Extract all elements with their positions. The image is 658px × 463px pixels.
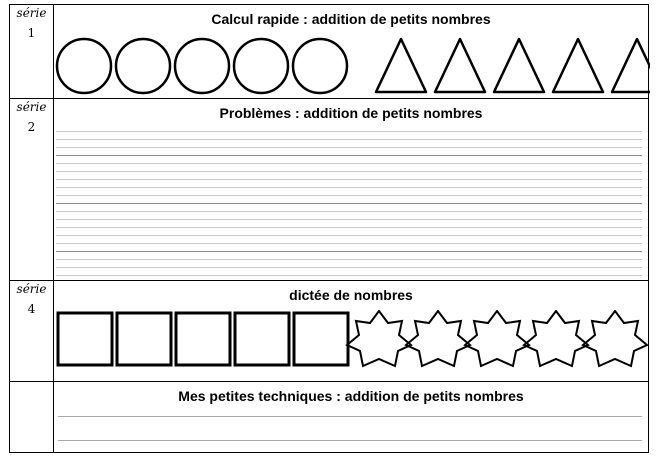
answer-triangle[interactable] [435, 39, 485, 92]
row-serie-2 [10, 99, 649, 281]
writing-line[interactable] [58, 416, 642, 417]
writing-line [56, 267, 642, 268]
writing-line [56, 187, 642, 188]
answer-square[interactable] [235, 313, 289, 365]
writing-line [56, 219, 642, 220]
writing-line [56, 211, 642, 212]
row-title: Problèmes : addition de petits nombres [219, 105, 483, 121]
answer-square[interactable] [58, 313, 112, 365]
answer-circle[interactable] [175, 39, 229, 93]
writing-line [56, 171, 642, 172]
row-title: Calcul rapide : addition de petits nombres [211, 11, 491, 27]
writing-line [56, 163, 642, 164]
serie-number: 4 [27, 302, 36, 316]
row-label [10, 281, 54, 382]
row-content [54, 5, 649, 99]
writing-line [56, 195, 642, 196]
answer-star[interactable] [465, 311, 529, 366]
row-label [10, 5, 54, 99]
row-content [54, 99, 649, 281]
answer-shapes-row3 [54, 310, 650, 370]
row-label [10, 382, 54, 453]
writing-line [56, 243, 642, 244]
row-serie-1 [10, 5, 649, 99]
writing-line [56, 235, 642, 236]
writing-line [56, 179, 642, 180]
serie-label: série [16, 100, 47, 114]
answer-triangle[interactable] [376, 39, 426, 92]
worksheet-table [9, 4, 649, 453]
answer-square[interactable] [294, 313, 348, 365]
serie-label: série [16, 6, 47, 20]
serie-number: 2 [27, 120, 36, 134]
answer-triangle[interactable] [494, 39, 544, 92]
writing-line [56, 227, 642, 228]
answer-triangle[interactable] [612, 39, 650, 92]
answer-star[interactable] [347, 311, 411, 366]
writing-line [56, 131, 642, 132]
serie-number: 1 [27, 26, 36, 40]
row-label [10, 99, 54, 281]
answer-square[interactable] [176, 313, 230, 365]
answer-circle[interactable] [116, 39, 170, 93]
row-content [54, 382, 649, 453]
writing-line[interactable] [58, 440, 642, 441]
row-content [54, 281, 649, 382]
guide-line [56, 155, 642, 156]
row-title: Mes petites techniques : addition de petits nombres [178, 388, 524, 404]
row-techniques [10, 382, 649, 453]
answer-circle[interactable] [234, 39, 288, 93]
answer-star[interactable] [524, 311, 588, 366]
writing-line [56, 275, 642, 276]
writing-line [56, 259, 642, 260]
answer-circle[interactable] [293, 39, 347, 93]
answer-square[interactable] [117, 313, 171, 365]
serie-label: série [16, 282, 47, 296]
answer-shapes-row1 [54, 33, 650, 99]
row-serie-4 [10, 281, 649, 382]
answer-star[interactable] [406, 311, 470, 366]
guide-line [56, 251, 642, 252]
writing-line [56, 147, 642, 148]
guide-line [56, 203, 642, 204]
writing-line [56, 139, 642, 140]
answer-star[interactable] [583, 311, 647, 366]
row-title: dictée de nombres [289, 287, 413, 303]
answer-circle[interactable] [57, 39, 111, 93]
answer-triangle[interactable] [553, 39, 603, 92]
